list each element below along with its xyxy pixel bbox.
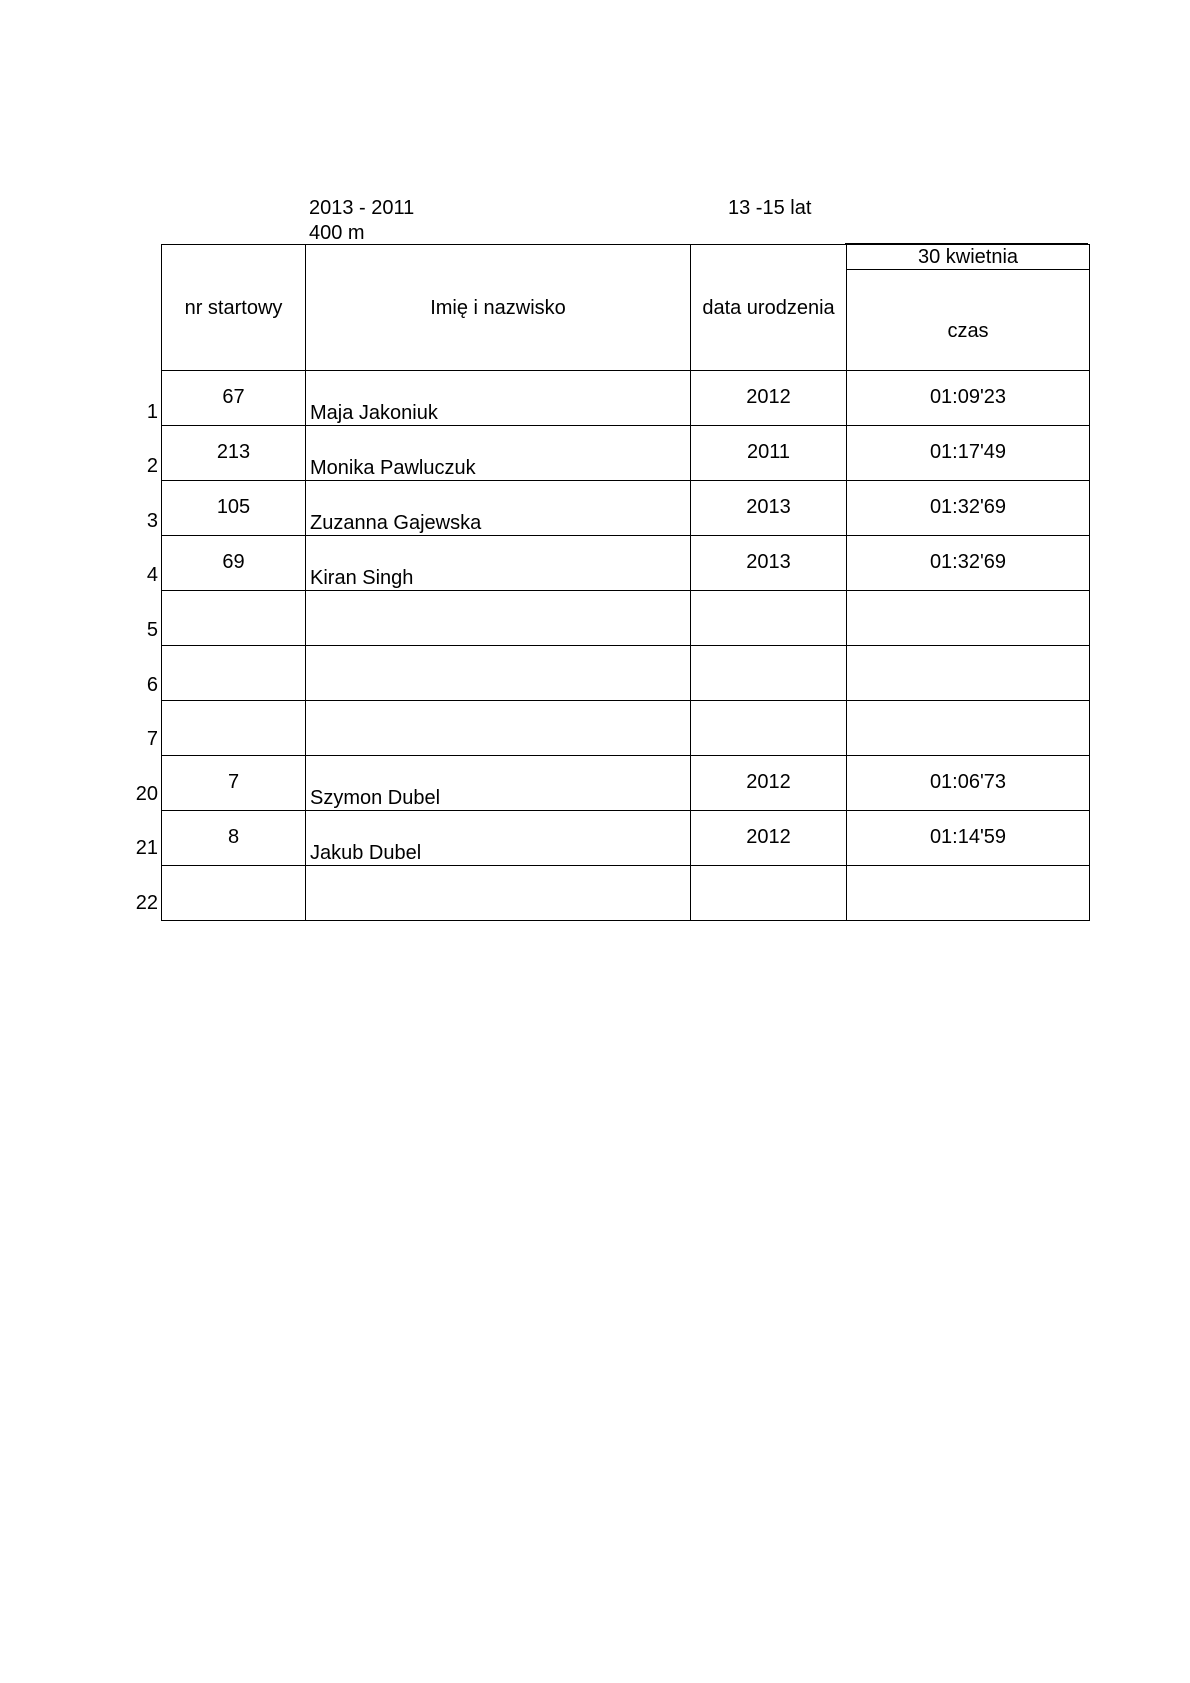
cell-time-text xyxy=(847,701,1089,717)
cell-birth-year xyxy=(691,756,847,811)
results-rows xyxy=(162,371,1090,921)
table-row xyxy=(162,371,1090,426)
cell-start-number-text: 67 xyxy=(222,386,245,408)
place-number: 21 xyxy=(135,837,158,860)
place-number: 6 xyxy=(146,673,158,696)
cell-birth-year xyxy=(691,426,847,481)
cell-birth-year xyxy=(691,591,847,646)
cell-start-number-text xyxy=(162,866,305,882)
cell-birth-year xyxy=(691,646,847,701)
cell-time xyxy=(847,371,1090,426)
cell-birth-year xyxy=(691,536,847,591)
col-header-nr: nr startowy xyxy=(162,245,306,371)
cell-athlete-name xyxy=(306,866,691,921)
cell-time xyxy=(847,811,1090,866)
cell-time-text: 01:14'59 xyxy=(929,826,1007,848)
place-number: 4 xyxy=(146,564,158,587)
cell-start-number-text: 105 xyxy=(216,496,251,518)
cell-start-number xyxy=(162,866,306,921)
place-number: 5 xyxy=(146,619,158,641)
table-header-row xyxy=(162,245,1090,371)
cell-start-number-text: 69 xyxy=(222,551,245,573)
cell-start-number xyxy=(162,426,306,481)
cell-time-text: 01:32'69 xyxy=(929,551,1007,573)
cell-athlete-name xyxy=(306,646,691,701)
cell-start-number-text xyxy=(162,646,305,662)
cell-athlete-name-text: Monika Pawluczuk xyxy=(310,457,476,479)
place-number: 1 xyxy=(146,400,158,423)
col-header-birth: data urodzenia xyxy=(691,245,847,371)
table-row xyxy=(162,646,1090,701)
cell-athlete-name xyxy=(306,591,691,646)
cell-time-text: 01:06'73 xyxy=(929,771,1007,793)
cell-athlete-name-text: Jakub Dubel xyxy=(310,842,422,864)
col-header-date: 30 kwietnia xyxy=(847,245,1089,270)
table-row xyxy=(162,591,1090,646)
age-group-label: 13 -15 lat xyxy=(728,197,812,219)
cell-start-number xyxy=(162,371,306,426)
cell-time xyxy=(847,481,1090,536)
cell-athlete-name xyxy=(306,426,691,481)
table-row xyxy=(162,536,1090,591)
cell-birth-year-text xyxy=(691,591,846,607)
place-number: 22 xyxy=(135,892,158,914)
cell-start-number xyxy=(162,536,306,591)
cell-birth-year-text: 2013 xyxy=(746,496,791,518)
cell-birth-year xyxy=(691,811,847,866)
cell-start-number xyxy=(162,591,306,646)
cell-athlete-name-text: Zuzanna Gajewska xyxy=(310,512,482,534)
cell-time-text xyxy=(847,591,1089,607)
cell-start-number xyxy=(162,646,306,701)
table-row xyxy=(162,701,1090,756)
cell-start-number xyxy=(162,481,306,536)
cell-birth-year-text: 2013 xyxy=(746,551,791,573)
col-header-czas: czas xyxy=(947,320,989,342)
cell-time-text: 01:17'49 xyxy=(929,441,1007,463)
cell-time xyxy=(847,756,1090,811)
cell-time xyxy=(847,646,1090,701)
cell-birth-year xyxy=(691,866,847,921)
cell-start-number-text: 8 xyxy=(227,826,240,848)
place-number: 7 xyxy=(146,728,158,751)
results-table xyxy=(161,244,1090,921)
cell-start-number-text: 7 xyxy=(227,771,240,793)
cell-time xyxy=(847,536,1090,591)
cell-time xyxy=(847,591,1090,646)
cell-birth-year-text: 2012 xyxy=(746,386,791,408)
place-number: 20 xyxy=(135,782,158,805)
cell-time xyxy=(847,866,1090,921)
cell-athlete-name-text: Szymon Dubel xyxy=(310,787,441,809)
cell-birth-year xyxy=(691,481,847,536)
cell-birth-year-text: 2011 xyxy=(746,441,790,463)
table-row xyxy=(162,426,1090,481)
cell-time-text xyxy=(847,866,1089,882)
cell-birth-year xyxy=(691,701,847,756)
cell-start-number xyxy=(162,811,306,866)
cell-time-text: 01:09'23 xyxy=(929,386,1007,408)
table-row xyxy=(162,481,1090,536)
cell-athlete-name-text: Maja Jakoniuk xyxy=(310,402,438,424)
col-header-name: Imię i nazwisko xyxy=(306,245,691,371)
cell-athlete-name xyxy=(306,481,691,536)
cell-birth-year-text xyxy=(691,701,846,717)
cell-birth-year-text: 2012 xyxy=(746,826,791,848)
cell-start-number-text xyxy=(162,591,305,607)
cell-birth-year-text xyxy=(691,866,846,882)
cell-start-number-text: 213 xyxy=(216,441,251,463)
cell-birth-year xyxy=(691,371,847,426)
cell-athlete-name-text xyxy=(306,918,690,920)
cell-birth-year-text xyxy=(691,646,846,662)
cell-athlete-name xyxy=(306,371,691,426)
table-row xyxy=(162,811,1090,866)
cell-start-number xyxy=(162,701,306,756)
col-header-time xyxy=(847,245,1090,371)
cell-start-number xyxy=(162,756,306,811)
cell-start-number-text xyxy=(162,701,305,717)
cell-athlete-name-text: Kiran Singh xyxy=(310,567,414,589)
cell-athlete-name xyxy=(306,811,691,866)
place-number: 3 xyxy=(146,509,158,532)
cell-time-text: 01:32'69 xyxy=(929,496,1007,518)
cell-birth-year-text: 2012 xyxy=(746,771,791,793)
table-row xyxy=(162,866,1090,921)
cell-athlete-name xyxy=(306,536,691,591)
distance-label: 400 m xyxy=(309,222,365,244)
years-range: 2013 - 2011 xyxy=(309,197,415,219)
cell-time xyxy=(847,701,1090,756)
cell-athlete-name xyxy=(306,701,691,756)
cell-athlete-name xyxy=(306,756,691,811)
table-row xyxy=(162,756,1090,811)
cell-time xyxy=(847,426,1090,481)
place-number: 2 xyxy=(146,455,158,478)
cell-time-text xyxy=(847,646,1089,662)
